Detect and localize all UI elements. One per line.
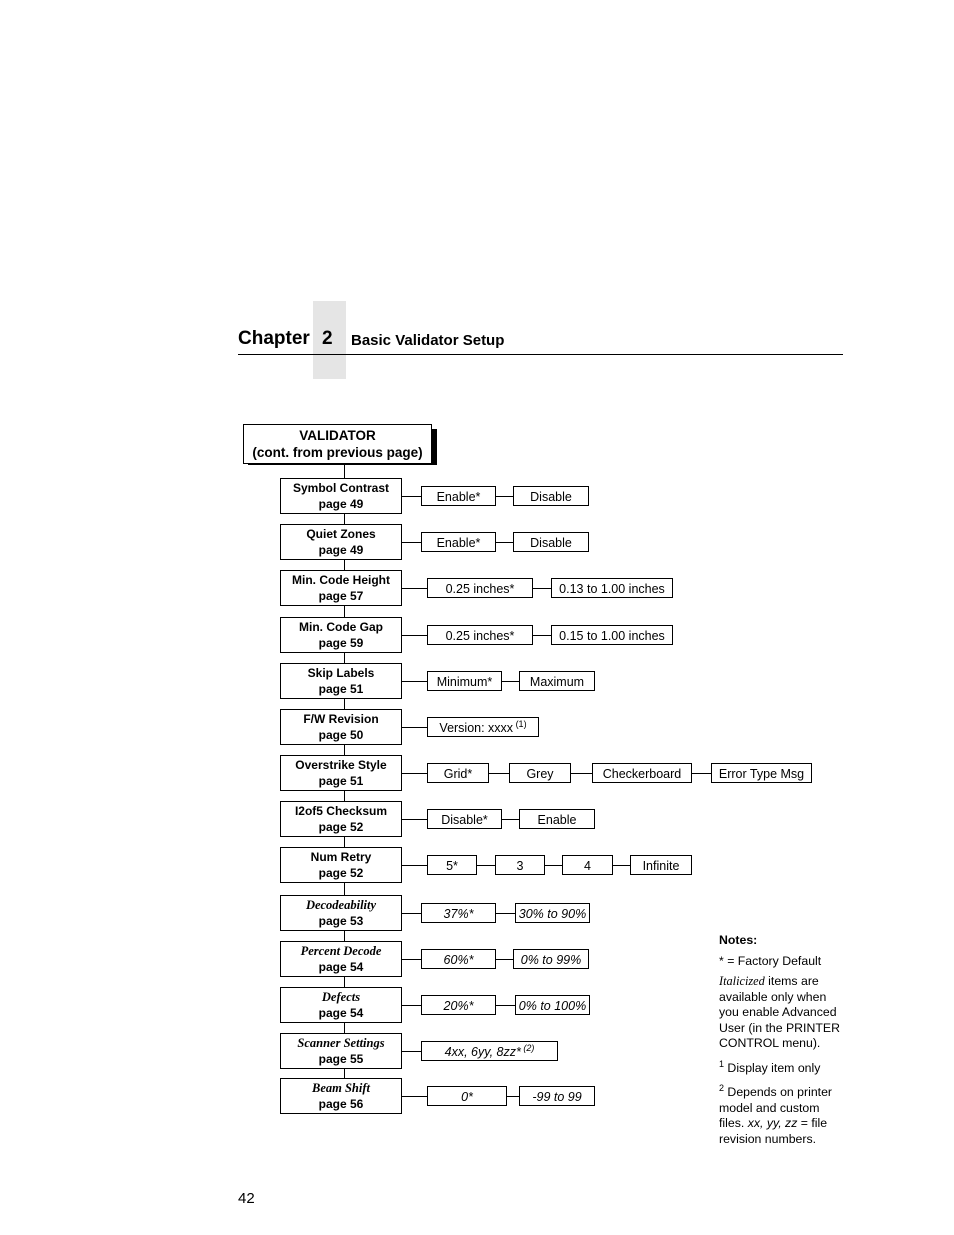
connector-line <box>402 542 421 543</box>
connector-line <box>502 681 519 682</box>
option-label: 3 <box>516 859 524 873</box>
option-label: 0.25 inches* <box>445 582 515 596</box>
connector-line <box>402 819 427 820</box>
option-box <box>519 809 595 829</box>
menu-item-page: page 59 <box>318 636 364 650</box>
option-box <box>509 763 571 783</box>
menu-item-name: Scanner Settings <box>297 1036 385 1050</box>
connector-line <box>533 635 551 636</box>
connector-line <box>507 1096 519 1097</box>
option-box <box>427 671 502 691</box>
menu-item-page: page 50 <box>318 728 364 742</box>
option-label: 20%* <box>443 999 474 1013</box>
page-number: 42 <box>238 1190 255 1207</box>
option-label: Maximum <box>529 675 585 689</box>
menu-item-page: page 49 <box>318 543 364 557</box>
option-box <box>427 809 502 829</box>
menu-item-page: page 57 <box>318 589 364 603</box>
option-box <box>513 949 589 969</box>
option-label: Error Type Msg <box>718 767 805 781</box>
option-label: 5* <box>446 859 458 873</box>
chapter-number: 2 <box>322 328 333 349</box>
menu-item-name: Overstrike Style <box>295 758 387 772</box>
option-label: 37%* <box>443 907 474 921</box>
menu-item-box <box>280 524 402 560</box>
option-box <box>513 532 589 552</box>
note-italic <box>719 974 844 1052</box>
menu-item-page: page 56 <box>318 1097 364 1111</box>
menu-item-name: Defects <box>321 990 361 1004</box>
connector-line <box>402 635 427 636</box>
option-box <box>421 995 496 1015</box>
option-label: Version: xxxx <box>439 721 514 735</box>
connector-line <box>402 773 427 774</box>
option-box <box>562 855 613 875</box>
menu-item-box <box>280 570 402 606</box>
menu-item-page: page 51 <box>318 682 364 696</box>
connector-line <box>402 496 421 497</box>
notes-panel <box>719 933 844 1152</box>
option-box <box>421 949 496 969</box>
option-label: Minimum* <box>436 675 493 689</box>
option-label: 0* <box>461 1090 473 1104</box>
connector-line <box>496 913 515 914</box>
connector-line <box>545 865 562 866</box>
option-box <box>515 995 590 1015</box>
menu-item-name: I2of5 Checksum <box>294 804 388 818</box>
menu-item-name: Skip Labels <box>307 666 375 680</box>
connector-line <box>402 1005 421 1006</box>
option-label: Disable* <box>441 813 488 827</box>
connector-line <box>502 819 519 820</box>
option-label: Enable* <box>436 490 481 504</box>
connector-line <box>692 773 711 774</box>
menu-item-box <box>280 1033 402 1069</box>
notes-heading: Notes: <box>719 933 758 947</box>
note-factory-default <box>719 954 844 970</box>
connector-line <box>613 865 630 866</box>
menu-item-box <box>280 847 402 883</box>
connector-line <box>402 913 421 914</box>
menu-item-name: Num Retry <box>310 850 372 864</box>
menu-item-box <box>280 987 402 1023</box>
option-label: 30% to 90% <box>518 907 587 921</box>
note-2-vars: xx, yy, zz <box>747 1116 798 1131</box>
option-label: Disable <box>530 536 572 550</box>
option-label: Disable <box>530 490 572 504</box>
option-label: Grey <box>526 767 554 781</box>
option-box <box>427 855 477 875</box>
note-2 <box>719 1081 844 1147</box>
option-box <box>592 763 692 783</box>
option-label: 0% to 99% <box>520 953 582 967</box>
menu-item-name: Symbol Contrast <box>292 481 389 495</box>
option-label: 0.15 to 1.00 inches <box>559 629 665 643</box>
connector-line <box>402 681 427 682</box>
option-box <box>515 903 590 923</box>
menu-item-box <box>280 801 402 837</box>
option-label: 60%* <box>443 953 474 967</box>
option-footnote-mark: (2) <box>520 1042 535 1053</box>
option-box <box>427 625 533 645</box>
root-title: VALIDATOR <box>299 428 376 443</box>
connector-line <box>533 588 551 589</box>
menu-item-name: Quiet Zones <box>306 527 376 541</box>
menu-item-name: Min. Code Gap <box>299 620 383 634</box>
connector-line <box>496 496 513 497</box>
option-label: Enable* <box>436 536 481 550</box>
option-box <box>427 717 539 737</box>
menu-item-page: page 54 <box>318 1006 364 1020</box>
connector-line <box>402 865 427 866</box>
note-italic-text: items are available only when you enable Advanced User (in the PRINTER CONTROL menu). <box>719 974 840 1050</box>
option-box <box>421 486 496 506</box>
option-box <box>421 532 496 552</box>
option-label: Grid* <box>443 767 473 781</box>
menu-item-box <box>280 478 402 514</box>
note-italic-word: Italicized <box>719 974 765 988</box>
chapter-title: Basic Validator Setup <box>351 332 505 349</box>
note-2-mark: 2 <box>719 1083 725 1094</box>
menu-item-box <box>280 755 402 791</box>
menu-item-page: page 52 <box>318 866 364 880</box>
menu-item-name: Beam Shift <box>312 1081 370 1095</box>
option-box <box>421 1041 558 1061</box>
option-box <box>519 671 595 691</box>
menu-item-box <box>280 709 402 745</box>
option-box <box>427 1086 507 1106</box>
menu-item-name: Min. Code Height <box>292 573 390 587</box>
option-label: 4xx, 6yy, 8zz* <box>444 1045 521 1059</box>
validator-root-box <box>243 424 432 464</box>
connector-line <box>402 1051 421 1052</box>
menu-item-box <box>280 617 402 653</box>
menu-item-box <box>280 895 402 931</box>
chapter-label: Chapter <box>238 328 310 349</box>
option-box <box>630 855 692 875</box>
menu-item-page: page 54 <box>318 960 364 974</box>
menu-item-box <box>280 1078 402 1114</box>
option-box <box>427 578 533 598</box>
option-box <box>495 855 545 875</box>
connector-line <box>489 773 509 774</box>
connector-line <box>402 1096 427 1097</box>
menu-item-page: page 55 <box>318 1052 364 1066</box>
option-box <box>427 763 489 783</box>
menu-item-page: page 49 <box>318 497 364 511</box>
menu-item-page: page 51 <box>318 774 364 788</box>
connector-line <box>571 773 592 774</box>
menu-item-name: F/W Revision <box>303 712 379 726</box>
connector-line <box>496 1005 515 1006</box>
option-label: -99 to 99 <box>532 1090 582 1104</box>
note-factory-default-text: * = Factory Default <box>719 953 822 968</box>
menu-item-box <box>280 663 402 699</box>
note-1-mark: 1 <box>719 1058 725 1069</box>
root-subtitle: (cont. from previous page) <box>252 445 423 460</box>
menu-item-page: page 53 <box>318 914 364 928</box>
note-2-tail: = file revision numbers. <box>719 1116 828 1146</box>
connector-line <box>496 542 513 543</box>
option-label: 0.13 to 1.00 inches <box>559 582 665 596</box>
connector-line <box>477 865 495 866</box>
option-box <box>421 903 496 923</box>
option-box <box>551 625 673 645</box>
option-label: 4 <box>584 859 591 873</box>
option-footnote-mark: (1) <box>513 718 527 729</box>
menu-item-box <box>280 941 402 977</box>
option-label: Checkerboard <box>602 767 682 781</box>
menu-item-name: Decodeability <box>305 898 377 912</box>
option-box <box>513 486 589 506</box>
connector-line <box>402 727 427 728</box>
option-label: Infinite <box>642 859 680 873</box>
connector-line <box>402 959 421 960</box>
connector-line <box>496 959 513 960</box>
option-label: Enable <box>537 813 577 827</box>
option-label: 0.25 inches* <box>445 629 515 643</box>
option-label: 0% to 100% <box>518 999 587 1013</box>
menu-item-page: page 52 <box>318 820 364 834</box>
note-2-text: Depends on printer model and custom files. <box>719 1085 833 1131</box>
option-box <box>711 763 812 783</box>
option-box <box>551 578 673 598</box>
option-box <box>519 1086 595 1106</box>
connector-line <box>402 588 427 589</box>
menu-item-name: Percent Decode <box>300 944 382 958</box>
note-1-text: Display item only <box>724 1060 821 1075</box>
header-rule <box>238 354 843 355</box>
note-1 <box>719 1057 844 1077</box>
